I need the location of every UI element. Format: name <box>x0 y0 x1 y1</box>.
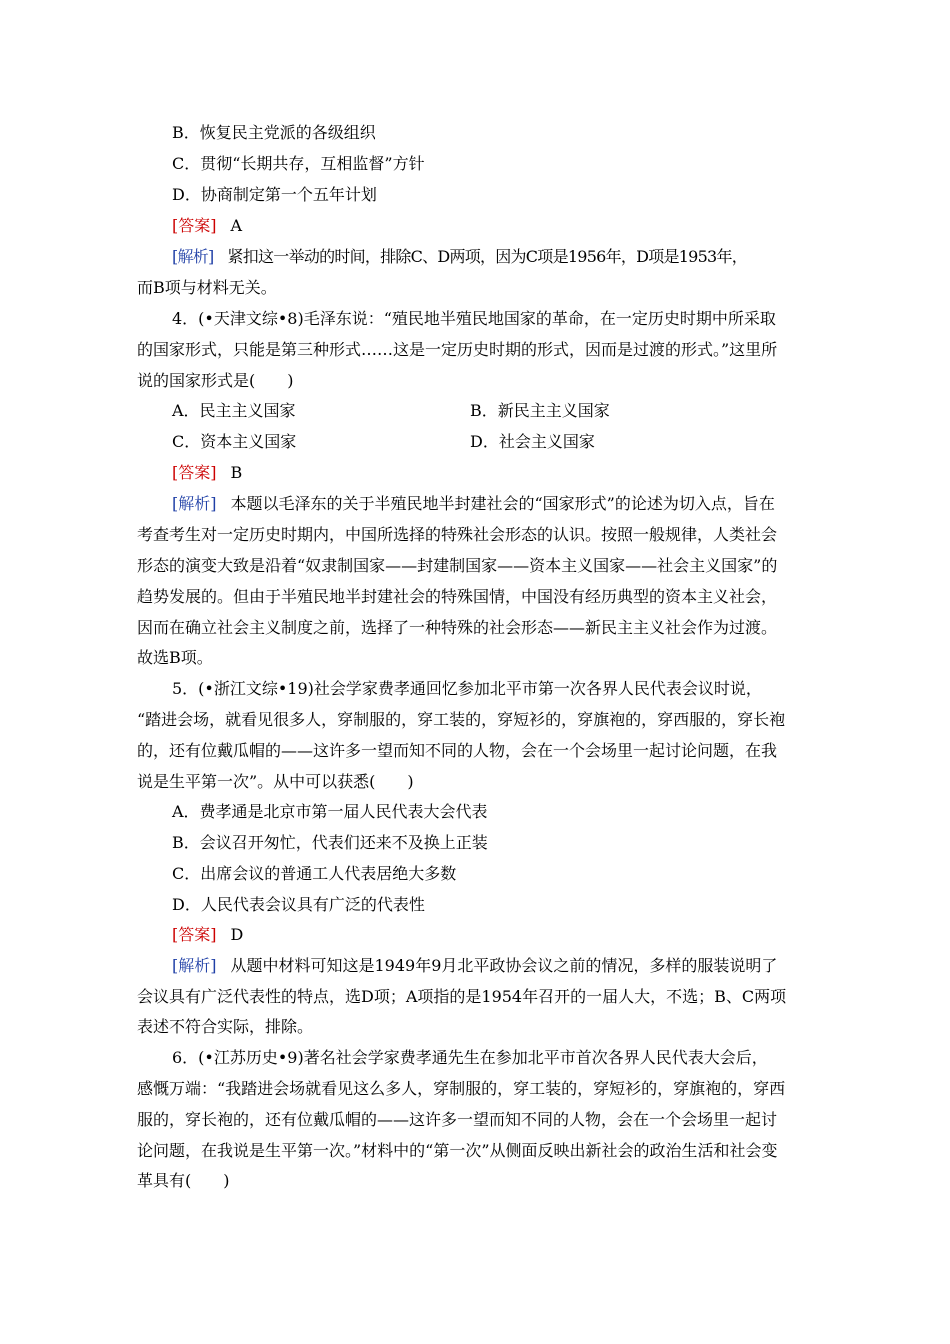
q4-option-a: A．民主主义国家 <box>172 401 296 420</box>
q4-option-d: D．社会主义国家 <box>470 432 595 451</box>
q4-stem-line-1: 4．(•天津文综•8)毛泽东说：“殖民地半殖民地国家的革命，在一定历史时期中所采取 <box>172 309 776 328</box>
q4-options-row-2 <box>172 427 772 457</box>
q4-analysis-line-2: 考查考生对一定历史时期内，中国所选择的特殊社会形态的认识。按照一般规律，人类社会 <box>137 525 778 544</box>
q5-option-c: C．出席会议的普通工人代表居绝大多数 <box>172 864 457 883</box>
q4-options-row-1 <box>172 396 772 426</box>
answer-value: B <box>230 463 243 482</box>
q4-stem-line-2: 的国家形式，只能是第三种形式……这是一定历史时期的形式，因而是过渡的形式。”这里所 <box>137 340 778 359</box>
q3-answer <box>172 211 242 241</box>
answer-tag: [答案] <box>172 216 217 235</box>
answer-tag: [答案] <box>172 463 217 482</box>
q4-stem-line-3: 说的国家形式是( ) <box>137 371 294 390</box>
q5-analysis-line-2: 会议具有广泛代表性的特点，选D项；A项指的是1954年召开的一届人大，不选；B、C两项 <box>137 987 787 1006</box>
q5-option-a: A．费孝通是北京市第一届人民代表大会代表 <box>172 802 488 821</box>
analysis-tag: [解析] <box>172 956 217 975</box>
q6-stem-line-2: 感慨万端：“我踏进会场就看见这么多人，穿制服的，穿工装的，穿短衫的，穿旗袍的，穿西 <box>137 1079 786 1098</box>
q4-analysis-line-1: [解析] 本题以毛泽东的关于半殖民地半封建社会的“国家形式”的论述为切入点，旨在 <box>172 489 775 519</box>
q5-answer <box>172 920 243 950</box>
q5-stem-line-4: 说是生平第一次”。从中可以获悉( ) <box>137 772 414 791</box>
q3-option-c: C．贯彻“长期共存，互相监督”方针 <box>172 154 425 173</box>
q4-analysis-line-6: 故选B项。 <box>137 648 213 667</box>
q4-option-b: B．新民主主义国家 <box>470 401 610 420</box>
q6-stem-line-1: 6．(•江苏历史•9)著名社会学家费孝通先生在参加北平市首次各界人民代表大会后， <box>172 1048 768 1067</box>
q3-option-b: B．恢复民主党派的各级组织 <box>172 123 376 142</box>
q5-stem-line-2: “踏进会场，就看见很多人，穿制服的，穿工装的，穿短衫的，穿旗袍的，穿西服的，穿长袍 <box>137 710 786 729</box>
analysis-tag: [解析] <box>172 494 217 513</box>
q5-analysis-line-3: 表述不符合实际，排除。 <box>137 1017 314 1036</box>
q4-answer <box>172 458 242 488</box>
q6-stem-line-3: 服的，穿长袍的，还有位戴瓜帽的——这许多一望而知不同的人物，会在一个会场里一起讨 <box>137 1110 778 1129</box>
answer-tag: [答案] <box>172 925 217 944</box>
analysis-tag: [解析] <box>172 247 214 266</box>
q3-analysis-line-2: 而B项与材料无关。 <box>137 278 277 297</box>
answer-value: A <box>230 216 243 235</box>
q4-analysis-line-5: 因而在确立社会主义制度之前，选择了一种特殊的社会形态——新民主主义社会作为过渡。 <box>137 618 778 637</box>
q5-stem-line-3: 的，还有位戴瓜帽的——这许多一望而知不同的人物，会在一个会场里一起讨论问题，在我 <box>137 741 778 760</box>
q6-stem-line-4: 论问题，在我说是生平第一次。”材料中的“第一次”从侧面反映出新社会的政治生活和社会变 <box>137 1141 778 1160</box>
q3-option-d: D．协商制定第一个五年计划 <box>172 185 377 204</box>
q5-analysis-line-1: [解析] 从题中材料可知这是1949年9月北平政协会议之前的情况，多样的服装说明了 <box>172 951 777 981</box>
q5-stem-line-1: 5．(•浙江文综•19)社会学家费孝通回忆参加北平市第一次各界人民代表会议时说， <box>172 679 762 698</box>
answer-value: D <box>230 925 244 944</box>
q5-option-b: B．会议召开匆忙，代表们还来不及换上正装 <box>172 833 488 852</box>
q4-analysis-line-4: 趋势发展的。但由于半殖民地半封建社会的特殊国情，中国没有经历典型的资本主义社会， <box>137 587 778 606</box>
q5-option-d: D．人民代表会议具有广泛的代表性 <box>172 895 425 914</box>
q4-option-c: C．资本主义国家 <box>172 432 297 451</box>
q3-analysis-line-1: [解析] 紧扣这一举动的时间，排除C、D两项，因为C项是1956年，D项是1953年， <box>172 242 852 272</box>
q6-stem-line-5: 革具有( ) <box>137 1171 230 1190</box>
q4-analysis-line-3: 形态的演变大致是沿着“奴隶制国家——封建制国家——资本主义国家——社会主义国家”的 <box>137 556 778 575</box>
